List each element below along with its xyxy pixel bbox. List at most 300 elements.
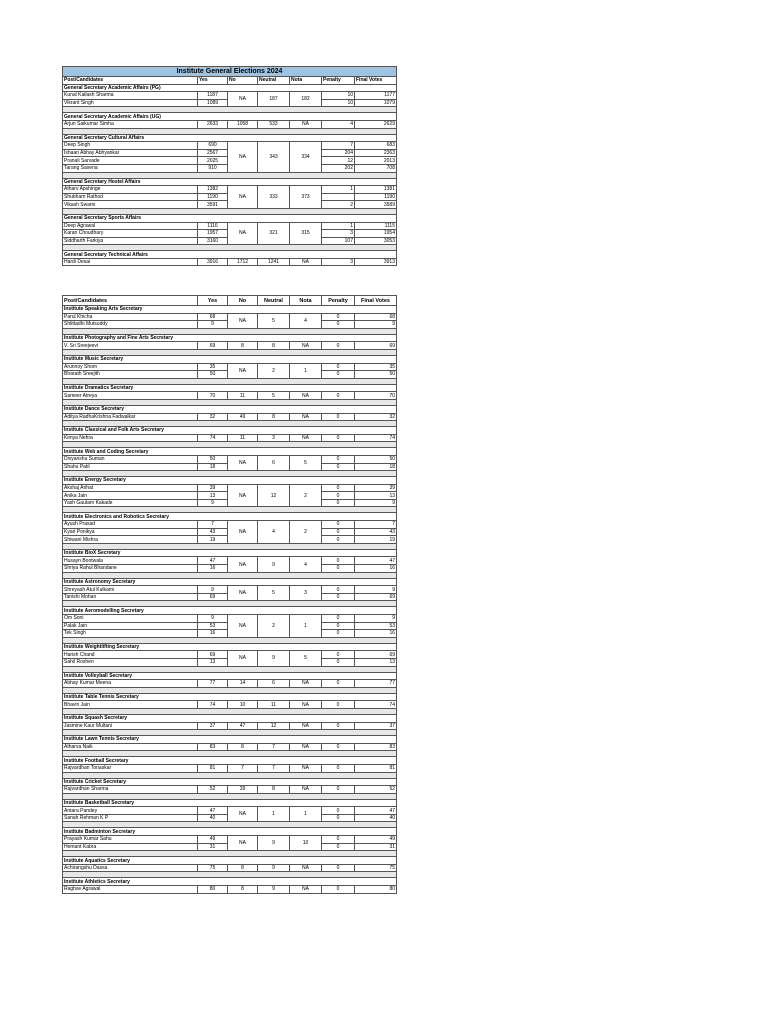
post-title: Institute Web and Coding Secretary	[63, 448, 397, 456]
candidate-row	[63, 886, 397, 894]
yes-votes: 35	[198, 363, 228, 371]
yes-votes: 68	[198, 313, 228, 321]
header-yes: Yes	[198, 296, 228, 306]
candidate-name: Sahil Roshen	[63, 658, 198, 666]
post-title: Institute Astronomy Secretary	[63, 578, 397, 586]
no-votes: 14	[228, 680, 258, 688]
post-title: Institute Lawn Tennis Secretary	[63, 736, 397, 744]
penalty-value: 0	[322, 807, 355, 815]
candidate-row	[63, 615, 397, 623]
penalty-value: 0	[322, 622, 355, 630]
candidate-name: Bharath Sreejith	[63, 371, 198, 379]
institute-secretary-results-body	[63, 296, 397, 894]
final-votes: 40	[355, 814, 397, 822]
table-header-row	[63, 77, 397, 85]
general-secretary-results-table	[62, 66, 397, 266]
penalty-value: 0	[322, 651, 355, 659]
nota-votes: NA	[290, 701, 322, 709]
penalty-value: 0	[322, 836, 355, 844]
yes-votes: 19	[198, 536, 228, 544]
post-section-row	[63, 134, 397, 142]
yes-votes: 47	[198, 807, 228, 815]
post-section-row	[63, 607, 397, 615]
candidate-name: Om Soni	[63, 615, 198, 623]
final-votes: 2363	[355, 149, 397, 157]
candidate-row	[63, 722, 397, 730]
post-title: Institute Aeromodelling Secretary	[63, 607, 397, 615]
post-section-row	[63, 799, 397, 807]
final-votes: 3053	[355, 237, 397, 245]
candidate-name: Shreyash Atul Kulkarni	[63, 586, 198, 594]
post-section-row	[63, 643, 397, 651]
institute-secretary-results-table	[62, 295, 397, 894]
sheet-title: Institute General Elections 2024	[63, 67, 397, 77]
nota-votes: NA	[290, 722, 322, 730]
neutral-votes: 9	[258, 557, 290, 572]
no-votes: NA	[228, 222, 258, 245]
yes-votes: 18	[198, 463, 228, 471]
neutral-votes: 3	[258, 434, 290, 442]
yes-votes: 3916	[198, 258, 228, 266]
candidate-row	[63, 764, 397, 772]
penalty-value: 3	[322, 258, 355, 266]
candidate-row	[63, 313, 397, 321]
penalty-value: 0	[322, 392, 355, 400]
nota-votes: 1	[290, 363, 322, 378]
yes-votes: 13	[198, 492, 228, 500]
yes-votes: 9	[198, 499, 228, 507]
general-secretary-results-body	[63, 67, 397, 266]
neutral-votes: 8	[258, 786, 290, 794]
post-title: Institute Classical and Folk Arts Secretary	[63, 427, 397, 435]
final-votes: 9	[355, 586, 397, 594]
penalty-value: 0	[322, 528, 355, 536]
penalty-value: 0	[322, 371, 355, 379]
neutral-votes: 1	[258, 807, 290, 822]
penalty-value: 12	[322, 157, 355, 165]
post-title: General Secretary Academic Affairs (UG)	[63, 113, 397, 121]
yes-votes: 50	[198, 455, 228, 463]
yes-votes: 74	[198, 434, 228, 442]
final-votes: 2013	[355, 157, 397, 165]
penalty-value: 0	[322, 701, 355, 709]
penalty-value: 0	[322, 321, 355, 329]
yes-votes: 1116	[198, 222, 228, 230]
yes-votes: 13	[198, 658, 228, 666]
candidate-name: Vikash Swami	[63, 201, 198, 209]
post-section-row	[63, 714, 397, 722]
post-title: General Secretary Academic Affairs (PG)	[63, 84, 397, 92]
post-section-row	[63, 757, 397, 765]
yes-votes: 2567	[198, 149, 228, 157]
final-votes: 1381	[355, 186, 397, 194]
candidate-row	[63, 92, 397, 100]
no-votes: 8	[228, 886, 258, 894]
nota-votes: 1	[290, 615, 322, 638]
nota-votes: NA	[290, 886, 322, 894]
no-votes: NA	[228, 455, 258, 470]
final-votes: 50	[355, 455, 397, 463]
final-votes: 77	[355, 680, 397, 688]
candidate-name: Sameer Atreya	[63, 392, 198, 400]
candidate-name: V. Sri Sreejeevi	[63, 342, 198, 350]
final-votes: 3913	[355, 258, 397, 266]
candidate-name: Atharv Apshinge	[63, 186, 198, 194]
header-nota: Nota	[290, 77, 322, 85]
neutral-votes: 9	[258, 886, 290, 894]
penalty-value: 10	[322, 92, 355, 100]
candidate-name: Kyari Ponikya	[63, 528, 198, 536]
penalty-value: 204	[322, 149, 355, 157]
penalty-value: 4	[322, 120, 355, 128]
final-votes: 69	[355, 593, 397, 601]
final-votes: 37	[355, 722, 397, 730]
no-votes: NA	[228, 313, 258, 328]
penalty-value: 0	[322, 843, 355, 851]
post-title: General Secretary Technical Affairs	[63, 251, 397, 259]
post-section-row	[63, 427, 397, 435]
header-final-votes: Final Votes	[355, 77, 397, 85]
post-title: Institute Photography and Fine Arts Secretary	[63, 334, 397, 342]
no-votes: 7	[228, 764, 258, 772]
neutral-votes: 8	[258, 413, 290, 421]
final-votes: 1115	[355, 222, 397, 230]
yes-votes: 690	[198, 142, 228, 150]
candidate-row	[63, 864, 397, 872]
final-votes: 39	[355, 484, 397, 492]
post-section-row	[63, 828, 397, 836]
candidate-row	[63, 807, 397, 815]
yes-votes: 47	[198, 557, 228, 565]
penalty-value: 0	[322, 463, 355, 471]
final-votes: 74	[355, 434, 397, 442]
penalty-value: 0	[322, 342, 355, 350]
neutral-votes: 2	[258, 363, 290, 378]
final-votes: 1954	[355, 230, 397, 238]
nota-votes: 4	[290, 557, 322, 572]
nota-votes: NA	[290, 413, 322, 421]
penalty-value: 0	[322, 722, 355, 730]
candidate-row	[63, 434, 397, 442]
candidate-name: Shiwani Mishra	[63, 536, 198, 544]
yes-votes: 2025	[198, 157, 228, 165]
final-votes: 49	[355, 836, 397, 844]
final-votes: 1079	[355, 99, 397, 107]
post-section-row	[63, 448, 397, 456]
yes-votes: 39	[198, 484, 228, 492]
yes-votes: 43	[198, 528, 228, 536]
candidate-name: Achirangshu Dassa	[63, 864, 198, 872]
yes-votes: 53	[198, 622, 228, 630]
candidate-name: Raghav Agrawal	[63, 886, 198, 894]
post-title: Institute Cricket Secretary	[63, 778, 397, 786]
final-votes: 1190	[355, 193, 397, 201]
candidate-name: Husayn Bootwala	[63, 557, 198, 565]
final-votes: 69	[355, 342, 397, 350]
header-no: No	[228, 77, 258, 85]
candidate-name: Parul Khicha	[63, 313, 198, 321]
neutral-votes: 5	[258, 392, 290, 400]
final-votes: 68	[355, 313, 397, 321]
final-votes: 50	[355, 371, 397, 379]
table-header-row	[63, 296, 397, 306]
candidate-name: Akshaj Arihat	[63, 484, 198, 492]
final-votes: 69	[355, 651, 397, 659]
final-votes: 74	[355, 701, 397, 709]
final-votes: 16	[355, 565, 397, 573]
penalty-value: 0	[322, 313, 355, 321]
final-votes: 9	[355, 615, 397, 623]
penalty-value: 0	[322, 434, 355, 442]
yes-votes: 49	[198, 836, 228, 844]
nota-votes: NA	[290, 786, 322, 794]
candidate-row	[63, 836, 397, 844]
final-votes: 53	[355, 622, 397, 630]
yes-votes: 50	[198, 371, 228, 379]
neutral-votes: 343	[258, 142, 290, 172]
no-votes: NA	[228, 807, 258, 822]
penalty-value: 0	[322, 630, 355, 638]
final-votes: 9	[355, 321, 397, 329]
header-neutral: Neutral	[258, 296, 290, 306]
candidate-row	[63, 586, 397, 594]
candidate-row	[63, 743, 397, 751]
final-votes: 83	[355, 743, 397, 751]
penalty-value: 0	[322, 499, 355, 507]
post-section-row	[63, 251, 397, 259]
penalty-value: 0	[322, 413, 355, 421]
candidate-name: Abhay Kumar Meena	[63, 680, 198, 688]
nota-votes: 1	[290, 807, 322, 822]
candidate-name: Aditya RadhaKrishna Fadwalkar	[63, 413, 198, 421]
candidate-name: Harish Chand	[63, 651, 198, 659]
candidate-name: Shahu Patil	[63, 463, 198, 471]
candidate-row	[63, 392, 397, 400]
nota-votes: 4	[290, 313, 322, 328]
header-post-candidates: Post/Candidates	[63, 77, 198, 85]
neutral-votes: 4	[258, 521, 290, 544]
post-section-row	[63, 113, 397, 121]
header-neutral: Neutral	[258, 77, 290, 85]
post-title: Institute BioX Secretary	[63, 549, 397, 557]
candidate-name: Tarang Saxena	[63, 164, 198, 172]
final-votes: 18	[355, 463, 397, 471]
post-title: Institute Aquatics Secretary	[63, 857, 397, 865]
no-votes: NA	[228, 836, 258, 851]
yes-votes: 3160	[198, 237, 228, 245]
candidate-row	[63, 484, 397, 492]
candidate-row	[63, 363, 397, 371]
candidate-name: Shriya Rahul Bhandane	[63, 565, 198, 573]
candidate-name: Prayash Kumar Sahu	[63, 836, 198, 844]
candidate-name: Palak Jain	[63, 622, 198, 630]
final-votes: 2629	[355, 120, 397, 128]
candidate-name: Sanah Rehman K P	[63, 814, 198, 822]
yes-votes: 83	[198, 743, 228, 751]
yes-votes: 69	[198, 651, 228, 659]
candidate-row	[63, 521, 397, 529]
post-section-row	[63, 878, 397, 886]
yes-votes: 7	[198, 521, 228, 529]
candidate-name: Hemant Kabra	[63, 843, 198, 851]
candidate-name: Rajvardhan Sharma	[63, 786, 198, 794]
header-final-votes: Final Votes	[355, 296, 397, 306]
no-votes: 11	[228, 434, 258, 442]
final-votes: 19	[355, 536, 397, 544]
candidate-name: Bhavin Jain	[63, 701, 198, 709]
candidate-name: Hardi Desai	[63, 258, 198, 266]
candidate-name: Arunnoy Shom	[63, 363, 198, 371]
post-title: Institute Energy Secretary	[63, 477, 397, 485]
yes-votes: 32	[198, 413, 228, 421]
candidate-name: Ayush Prasad	[63, 521, 198, 529]
nota-votes: NA	[290, 864, 322, 872]
penalty-value: 2	[322, 201, 355, 209]
post-section-row	[63, 405, 397, 413]
no-votes: 8	[228, 342, 258, 350]
penalty-value: 1	[322, 222, 355, 230]
nota-votes: NA	[290, 120, 322, 128]
candidate-name: Deep Agrawal	[63, 222, 198, 230]
yes-votes: 69	[198, 593, 228, 601]
penalty-value: 0	[322, 455, 355, 463]
nota-votes: 373	[290, 186, 322, 209]
post-section-row	[63, 334, 397, 342]
neutral-votes: 6	[258, 455, 290, 470]
penalty-value: 0	[322, 658, 355, 666]
candidate-row	[63, 120, 397, 128]
no-votes: 39	[228, 786, 258, 794]
post-section-row	[63, 857, 397, 865]
sheet-title-row	[63, 67, 397, 77]
no-votes: NA	[228, 521, 258, 544]
neutral-votes: 321	[258, 222, 290, 245]
yes-votes: 77	[198, 680, 228, 688]
yes-votes: 910	[198, 164, 228, 172]
post-title: Institute Table Tennis Secretary	[63, 693, 397, 701]
candidate-name: Shlittadhi Mutsuddy	[63, 321, 198, 329]
candidate-row	[63, 455, 397, 463]
nota-votes: 2	[290, 484, 322, 507]
neutral-votes: 2	[258, 615, 290, 638]
no-votes: NA	[228, 363, 258, 378]
yes-votes: 9	[198, 615, 228, 623]
penalty-value: 0	[322, 764, 355, 772]
candidate-name: Karan Choudhary	[63, 230, 198, 238]
final-votes: 708	[355, 164, 397, 172]
nota-votes: 334	[290, 142, 322, 172]
no-votes: NA	[228, 484, 258, 507]
post-section-row	[63, 477, 397, 485]
penalty-value: 0	[322, 492, 355, 500]
yes-votes: 31	[198, 843, 228, 851]
final-votes: 1177	[355, 92, 397, 100]
yes-votes: 52	[198, 786, 228, 794]
post-section-row	[63, 578, 397, 586]
candidate-row	[63, 342, 397, 350]
penalty-value: 0	[322, 886, 355, 894]
candidate-name: Siddharth Farkiya	[63, 237, 198, 245]
no-votes: NA	[228, 186, 258, 209]
post-title: General Secretary Cultural Affairs	[63, 134, 397, 142]
post-section-row	[63, 513, 397, 521]
yes-votes: 75	[198, 864, 228, 872]
post-title: Institute Basketball Secretary	[63, 799, 397, 807]
final-votes: 9	[355, 499, 397, 507]
candidate-name: Antara Pandey	[63, 807, 198, 815]
penalty-value: 3	[322, 230, 355, 238]
post-title: General Secretary Sports Affairs	[63, 214, 397, 222]
penalty-value	[322, 193, 355, 201]
post-section-row	[63, 355, 397, 363]
no-votes: NA	[228, 651, 258, 666]
penalty-value: 0	[322, 680, 355, 688]
final-votes: 80	[355, 886, 397, 894]
neutral-votes: 7	[258, 764, 290, 772]
post-section-row	[63, 84, 397, 92]
nota-votes: NA	[290, 342, 322, 350]
neutral-votes: 9	[258, 651, 290, 666]
nota-votes: 3	[290, 586, 322, 601]
penalty-value: 10	[322, 99, 355, 107]
neutral-votes: 533	[258, 120, 290, 128]
no-votes: NA	[228, 586, 258, 601]
penalty-value: 0	[322, 593, 355, 601]
neutral-votes: 8	[258, 342, 290, 350]
yes-votes: 69	[198, 342, 228, 350]
candidate-name: Anika Jain	[63, 492, 198, 500]
candidate-row	[63, 222, 397, 230]
final-votes: 75	[355, 864, 397, 872]
no-votes: 8	[228, 743, 258, 751]
neutral-votes: 7	[258, 743, 290, 751]
candidate-name: Arjun Saikumar Simha	[63, 120, 198, 128]
final-votes: 70	[355, 392, 397, 400]
neutral-votes: 12	[258, 484, 290, 507]
candidate-name: Atharva Naik	[63, 743, 198, 751]
candidate-name: Pranali Sarvade	[63, 157, 198, 165]
yes-votes: 9	[198, 321, 228, 329]
penalty-value: 0	[322, 565, 355, 573]
final-votes: 7	[355, 521, 397, 529]
final-votes: 47	[355, 807, 397, 815]
nota-votes: NA	[290, 392, 322, 400]
post-section-row	[63, 672, 397, 680]
final-votes: 35	[355, 363, 397, 371]
neutral-votes: 6	[258, 680, 290, 688]
nota-votes: 10	[290, 836, 322, 851]
candidate-name: Jasmine Kaur Multani	[63, 722, 198, 730]
yes-votes: 16	[198, 565, 228, 573]
final-votes: 43	[355, 528, 397, 536]
post-title: Institute Weightlifting Secretary	[63, 643, 397, 651]
nota-votes: 2	[290, 521, 322, 544]
header-yes: Yes	[198, 77, 228, 85]
yes-votes: 37	[198, 722, 228, 730]
candidate-row	[63, 142, 397, 150]
no-votes: 49	[228, 413, 258, 421]
neutral-votes: 11	[258, 701, 290, 709]
penalty-value: 0	[322, 536, 355, 544]
neutral-votes: 1241	[258, 258, 290, 266]
no-votes: 11	[228, 392, 258, 400]
yes-votes: 1187	[198, 92, 228, 100]
post-title: Institute Music Secretary	[63, 355, 397, 363]
nota-votes: 5	[290, 455, 322, 470]
candidate-row	[63, 557, 397, 565]
candidate-name: Rajvardhan Tonaskar	[63, 764, 198, 772]
header-penalty: Penalty	[322, 77, 355, 85]
